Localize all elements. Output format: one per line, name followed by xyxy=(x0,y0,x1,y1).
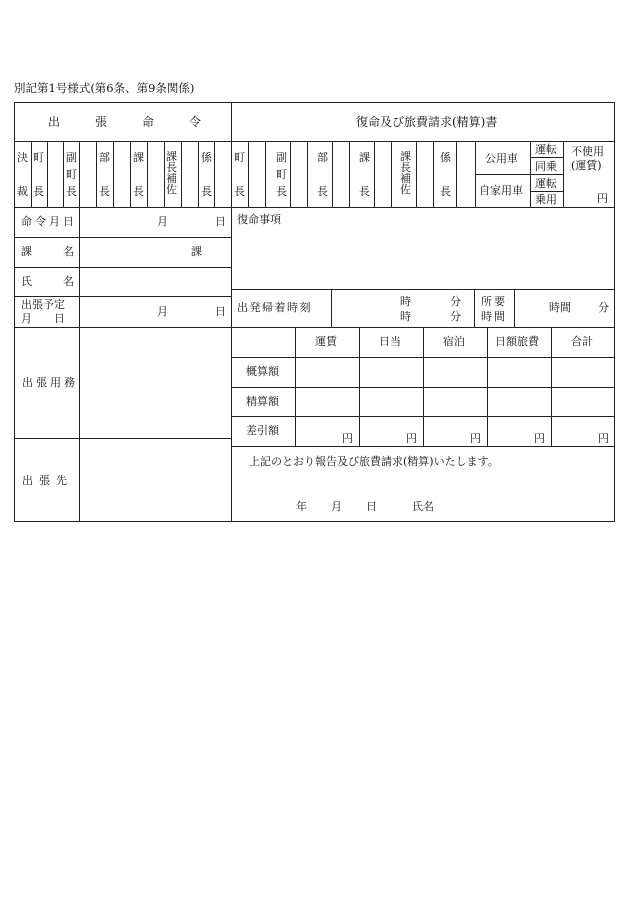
col-line xyxy=(248,141,249,207)
ka-suffix: 課 xyxy=(191,245,202,258)
row-header-settled: 精算額 xyxy=(246,395,279,408)
col-line xyxy=(514,289,515,327)
report-approver-kachohosa: 課長補佐 xyxy=(400,150,411,196)
col-line xyxy=(295,327,296,446)
sign-day: 日 xyxy=(366,500,377,513)
report-title: 復命及び旅費請求(精算)書 xyxy=(356,115,498,129)
col-line xyxy=(359,327,360,446)
header-row-line xyxy=(14,141,615,142)
col-line xyxy=(164,141,165,207)
depart-hour: 時 xyxy=(400,295,411,308)
col-line xyxy=(290,141,291,207)
yen-unit: 円 xyxy=(406,432,417,445)
col-line xyxy=(214,141,215,207)
approver-label-top: 決 xyxy=(17,151,28,164)
private-car-label: 自家用車 xyxy=(479,184,523,197)
row-line xyxy=(14,267,231,268)
ka-label-a: 課 xyxy=(21,245,32,258)
col-line xyxy=(416,141,417,207)
col-header-allowance: 日当 xyxy=(379,335,401,348)
meirei-date-label: 命令月日 xyxy=(21,215,77,228)
approver-label-top: 課 xyxy=(133,151,144,164)
approver-label-bottom: 長 xyxy=(276,185,287,198)
approver-label-bottom: 長 xyxy=(66,185,77,198)
col-header-lodging: 宿泊 xyxy=(443,335,465,348)
vehicle-line xyxy=(530,191,563,192)
col-line xyxy=(487,327,488,446)
sign-month: 月 xyxy=(331,500,342,513)
duration-label-b: 時間 xyxy=(481,310,507,323)
col-line xyxy=(265,141,266,207)
approver-label-mid: 町 xyxy=(276,168,287,181)
approver-label-bottom: 長 xyxy=(33,185,44,198)
saki-label: 出張先 xyxy=(22,474,73,487)
approver-label-bottom: 長 xyxy=(359,185,370,198)
fare-label: (運賃) xyxy=(571,159,602,172)
vehicle-line xyxy=(475,174,563,175)
passenger-label: 同乗 xyxy=(535,160,557,173)
return-hour: 時 xyxy=(400,310,411,323)
approver-label-bottom: 長 xyxy=(440,185,451,198)
times-label: 出発帰着時刻 xyxy=(237,301,312,314)
col-line xyxy=(307,141,308,207)
approver-label-top: 副 xyxy=(66,151,77,164)
col-line xyxy=(31,141,32,207)
col-line xyxy=(113,141,114,207)
row-line xyxy=(14,237,231,238)
approver-label-top: 町 xyxy=(234,151,245,164)
col-line xyxy=(63,141,64,207)
yen-unit: 円 xyxy=(342,432,353,445)
col-line xyxy=(551,327,552,446)
order-heading-char: 令 xyxy=(189,115,202,129)
order-heading-char: 出 xyxy=(48,115,61,129)
col-line xyxy=(474,289,475,327)
shimei-label-b: 名 xyxy=(63,275,74,288)
col-line xyxy=(349,141,350,207)
sign-name-label: 氏名 xyxy=(412,500,434,513)
public-car-label: 公用車 xyxy=(485,152,518,165)
col-line xyxy=(456,141,457,207)
approver-label-top: 町 xyxy=(33,151,44,164)
approver-row-line xyxy=(14,207,615,208)
col-line xyxy=(198,141,199,207)
vehicle-line xyxy=(530,157,563,158)
vehicle-yen: 円 xyxy=(597,192,608,205)
meirei-day: 日 xyxy=(215,215,226,228)
col-line xyxy=(147,141,148,207)
approver-label-top: 係 xyxy=(440,151,451,164)
duration-minutes: 分 xyxy=(598,301,609,314)
label-col-line xyxy=(79,207,80,521)
duration-hours: 時間 xyxy=(549,301,571,314)
shimei-label-a: 氏 xyxy=(21,275,32,288)
depart-minute: 分 xyxy=(450,295,461,308)
yotei-label-a: 出張予定 xyxy=(21,298,65,311)
frame-left xyxy=(14,102,15,521)
col-line xyxy=(423,327,424,446)
frame-top xyxy=(14,102,615,103)
yotei-label-b: 月 日 xyxy=(21,312,65,325)
approver-label-top: 部 xyxy=(317,151,328,164)
row-line xyxy=(14,438,231,439)
col-header-fare: 運賃 xyxy=(315,335,337,348)
row-line xyxy=(14,296,231,297)
col-header-total: 合計 xyxy=(571,335,593,348)
col-line xyxy=(96,141,97,207)
approver-label-bottom: 長 xyxy=(234,185,245,198)
row-line xyxy=(14,327,231,328)
row-header-difference: 差引額 xyxy=(246,424,279,437)
col-line xyxy=(181,141,182,207)
col-header-daily: 日額旅費 xyxy=(495,335,539,348)
approver-label-top: 部 xyxy=(99,151,110,164)
order-approver-kachohosa: 課長補佐 xyxy=(166,150,177,196)
ka-label-b: 名 xyxy=(63,245,74,258)
passenger2-label: 乗用 xyxy=(535,193,557,206)
meirei-month: 月 xyxy=(157,215,168,228)
col-line xyxy=(374,141,375,207)
approver-label-top: 課 xyxy=(359,151,370,164)
approver-label-top: 係 xyxy=(201,151,212,164)
order-heading-char: 張 xyxy=(95,115,108,129)
col-line xyxy=(47,141,48,207)
yotei-month: 月 xyxy=(157,305,168,318)
col-line xyxy=(130,141,131,207)
approver-label-bottom: 長 xyxy=(201,185,212,198)
yotei-day: 日 xyxy=(215,305,226,318)
frame-right xyxy=(614,102,615,521)
col-line xyxy=(563,141,564,207)
col-line xyxy=(332,141,333,207)
approver-label-bottom: 長 xyxy=(99,185,110,198)
approver-label-bottom: 長 xyxy=(317,185,328,198)
approver-label-mid: 町 xyxy=(66,168,77,181)
row-line xyxy=(231,289,615,290)
approver-label-top: 副 xyxy=(276,151,287,164)
row-line xyxy=(231,446,615,447)
center-divider xyxy=(231,102,232,521)
driver-label: 運転 xyxy=(535,143,557,156)
frame-bottom xyxy=(14,521,615,522)
row-header-estimate: 概算額 xyxy=(246,365,279,378)
col-line xyxy=(331,289,332,327)
unused-label: 不使用 xyxy=(571,145,604,158)
duration-label-a: 所要 xyxy=(481,295,507,308)
approver-label-bottom: 長 xyxy=(133,185,144,198)
form-caption: 別記第1号様式(第6条、第9条関係) xyxy=(14,81,195,95)
sign-year: 年 xyxy=(296,500,307,513)
return-minute: 分 xyxy=(450,310,461,323)
col-line xyxy=(79,141,80,207)
driver2-label: 運転 xyxy=(535,177,557,190)
yen-unit: 円 xyxy=(470,432,481,445)
order-heading-char: 命 xyxy=(142,115,155,129)
col-line xyxy=(433,141,434,207)
approver-label-bottom: 裁 xyxy=(17,185,28,198)
yomu-label: 出張用務 xyxy=(22,376,78,389)
yen-unit: 円 xyxy=(534,432,545,445)
fukumei-label: 復命事項 xyxy=(237,213,281,226)
yen-unit: 円 xyxy=(598,432,609,445)
col-line xyxy=(391,141,392,207)
declaration-text: 上記のとおり報告及び旅費請求(精算)いたします。 xyxy=(249,455,499,468)
